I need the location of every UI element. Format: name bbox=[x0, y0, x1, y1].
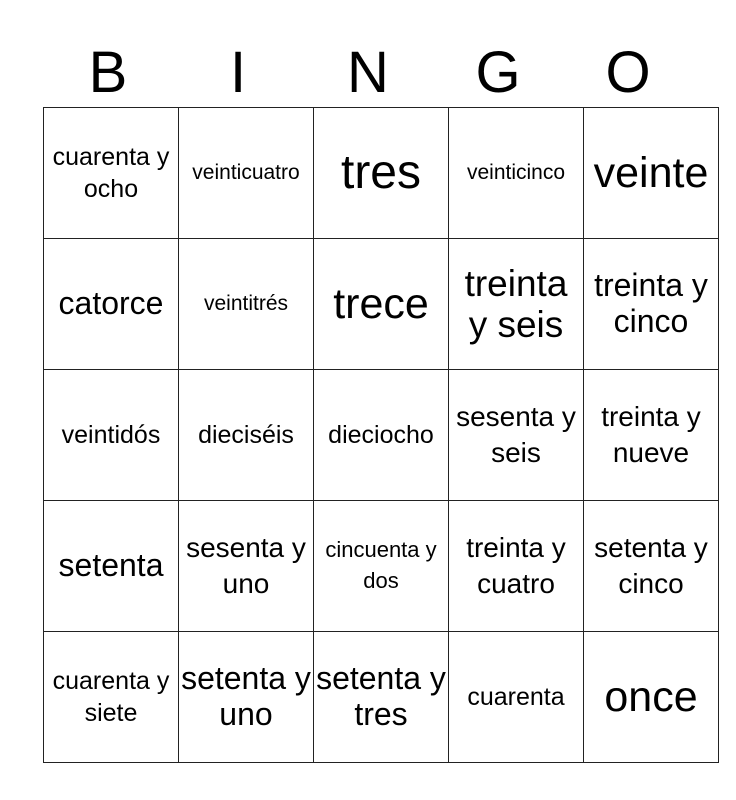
bingo-cell[interactable] bbox=[44, 632, 179, 763]
bingo-cell[interactable] bbox=[449, 108, 584, 239]
cell-text: veinte bbox=[593, 148, 709, 197]
header-letter-b: B bbox=[88, 40, 128, 105]
bingo-cell[interactable] bbox=[314, 632, 449, 763]
bingo-cell[interactable] bbox=[584, 370, 719, 501]
bingo-cell[interactable] bbox=[179, 239, 314, 370]
cell-text: treinta y seis bbox=[464, 262, 568, 345]
cell-text: setenta bbox=[58, 547, 164, 584]
cell-text: dieciocho bbox=[328, 420, 434, 449]
cell-text: veintitrés bbox=[203, 292, 289, 316]
cell-text: once bbox=[604, 672, 698, 721]
bingo-cell[interactable] bbox=[44, 501, 179, 632]
bingo-cell[interactable] bbox=[584, 501, 719, 632]
cell-text: veintidós bbox=[61, 420, 161, 449]
cell-text: setenta y cinco bbox=[594, 531, 708, 599]
cell-text: cincuenta y dos bbox=[325, 537, 437, 593]
cell-text: veinticuatro bbox=[192, 161, 300, 185]
bingo-cell[interactable] bbox=[449, 632, 584, 763]
bingo-board bbox=[43, 107, 719, 763]
cell-text: catorce bbox=[58, 285, 164, 322]
cell-text: setenta y tres bbox=[316, 660, 446, 732]
bingo-cell[interactable] bbox=[314, 370, 449, 501]
bingo-cell[interactable] bbox=[449, 501, 584, 632]
cell-text: cuarenta y ocho bbox=[52, 142, 170, 203]
board-row bbox=[44, 108, 719, 239]
bingo-cell[interactable] bbox=[584, 108, 719, 239]
cell-text: tres bbox=[340, 146, 421, 199]
bingo-cell[interactable] bbox=[314, 501, 449, 632]
cell-text: trece bbox=[333, 279, 429, 328]
cell-text: treinta y cuatro bbox=[466, 531, 566, 599]
bingo-cell[interactable] bbox=[314, 108, 449, 239]
cell-text: cuarenta y siete bbox=[52, 666, 170, 727]
bingo-cell[interactable] bbox=[44, 108, 179, 239]
bingo-cell[interactable] bbox=[44, 239, 179, 370]
cell-text: cuarenta bbox=[467, 682, 565, 711]
cell-text: treinta y cinco bbox=[594, 267, 708, 339]
bingo-cell[interactable] bbox=[179, 632, 314, 763]
bingo-cell[interactable] bbox=[179, 370, 314, 501]
header-letter-n: N bbox=[347, 40, 389, 105]
cell-text: sesenta y uno bbox=[186, 531, 306, 599]
bingo-cell[interactable] bbox=[179, 108, 314, 239]
board-row bbox=[44, 239, 719, 370]
header-letter-o: O bbox=[605, 40, 651, 105]
bingo-cell[interactable] bbox=[449, 370, 584, 501]
header-letter-g: G bbox=[475, 40, 521, 105]
board-row bbox=[44, 501, 719, 632]
board-row bbox=[44, 632, 719, 763]
bingo-cell[interactable] bbox=[584, 239, 719, 370]
bingo-header bbox=[43, 40, 693, 106]
bingo-cell[interactable] bbox=[314, 239, 449, 370]
header-letter-i: I bbox=[229, 40, 247, 105]
cell-text: sesenta y seis bbox=[456, 400, 576, 468]
bingo-cell[interactable] bbox=[179, 501, 314, 632]
cell-text: veinticinco bbox=[466, 161, 566, 185]
cell-text: dieciséis bbox=[198, 420, 294, 449]
bingo-cell[interactable] bbox=[449, 239, 584, 370]
bingo-cell[interactable] bbox=[584, 632, 719, 763]
board-row bbox=[44, 370, 719, 501]
bingo-cell[interactable] bbox=[44, 370, 179, 501]
cell-text: setenta y uno bbox=[181, 660, 311, 732]
cell-text: treinta y nueve bbox=[601, 400, 701, 468]
